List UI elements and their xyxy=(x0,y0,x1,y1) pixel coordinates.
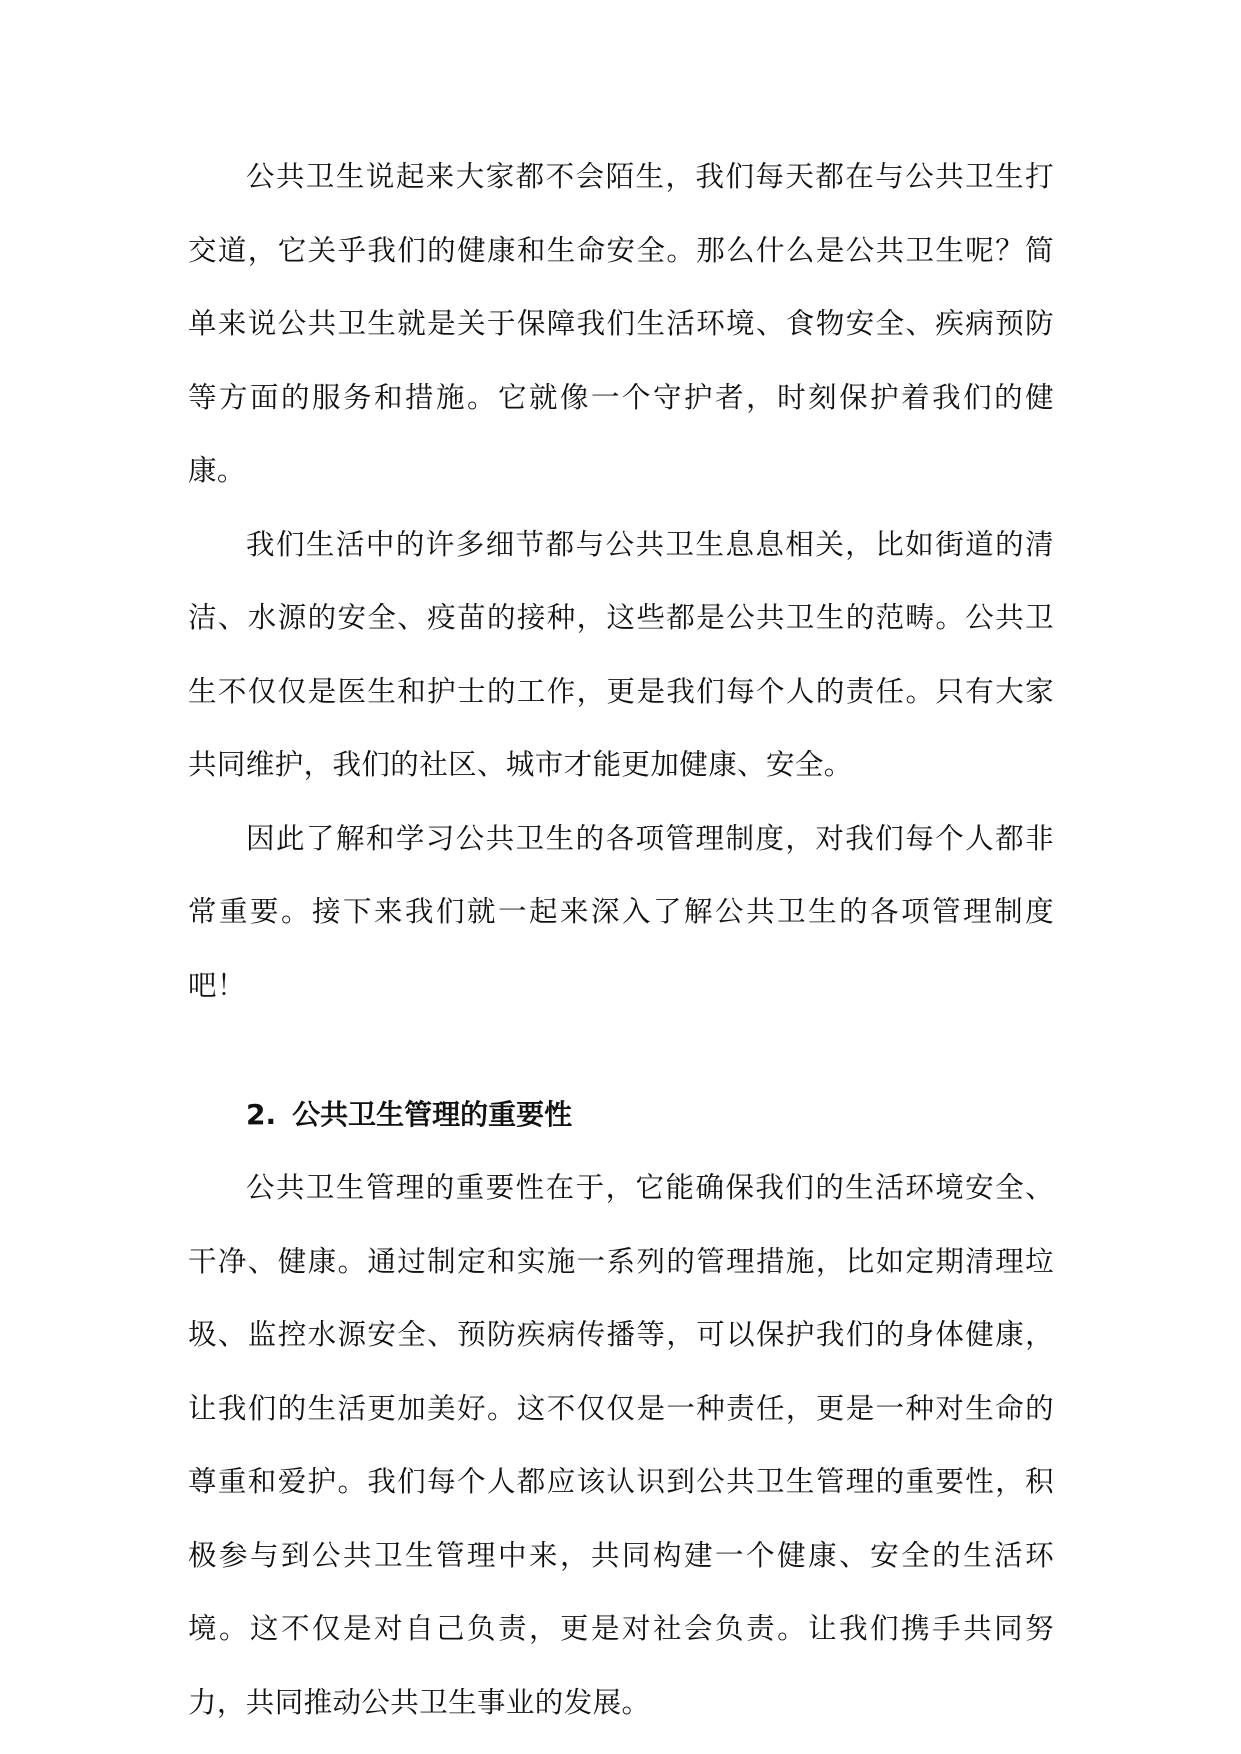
paragraph-section-1: 公共卫生管理的重要性在于，它能确保我们的生活环境安全、干净、健康。通过制定和实施一系列的管理措施，比如定期清理垃圾、监控水源安全、预防疾病传播等，可以保护我们的身体健康，让我们的生活更加美好。这不仅仅是一种责任，更是一种对生命的尊重和爱护。我们每个人都应该认识到公共卫生管理的重要性，积极参与到公共卫生管理中来，共同构建一个健康、安全的生活环境。这不仅是对自己负责，更是对社会负责。让我们携手共同努力，共同推动公共卫生事业的发展。 xyxy=(188,1171,1054,1719)
paragraph-intro-2: 我们生活中的许多细节都与公共卫生息息相关，比如街道的清洁、水源的安全、疫苗的接种，这些都是公共卫生的范畴。公共卫生不仅仅是医生和护士的工作，更是我们每个人的责任。只有大家共同维护，我们的社区、城市才能更加健康、安全。 xyxy=(188,527,1054,781)
section-title: 公共卫生管理的重要性 xyxy=(292,1098,573,1131)
paragraph-intro-3: 因此了解和学习公共卫生的各项管理制度，对我们每个人都非常重要。接下来我们就一起来深入了解公共卫生的各项管理制度吧！ xyxy=(188,821,1054,1002)
document-body xyxy=(188,140,1054,1739)
section-heading xyxy=(188,1078,1054,1151)
section-number: 2. xyxy=(246,1098,277,1131)
paragraph-intro-1: 公共卫生说起来大家都不会陌生，我们每天都在与公共卫生打交道，它关乎我们的健康和生命安全。那么什么是公共卫生呢？简单来说公共卫生就是关于保障我们生活环境、食物安全、疾病预防等方面的服务和措施。它就像一个守护者，时刻保护着我们的健康。 xyxy=(188,160,1054,487)
